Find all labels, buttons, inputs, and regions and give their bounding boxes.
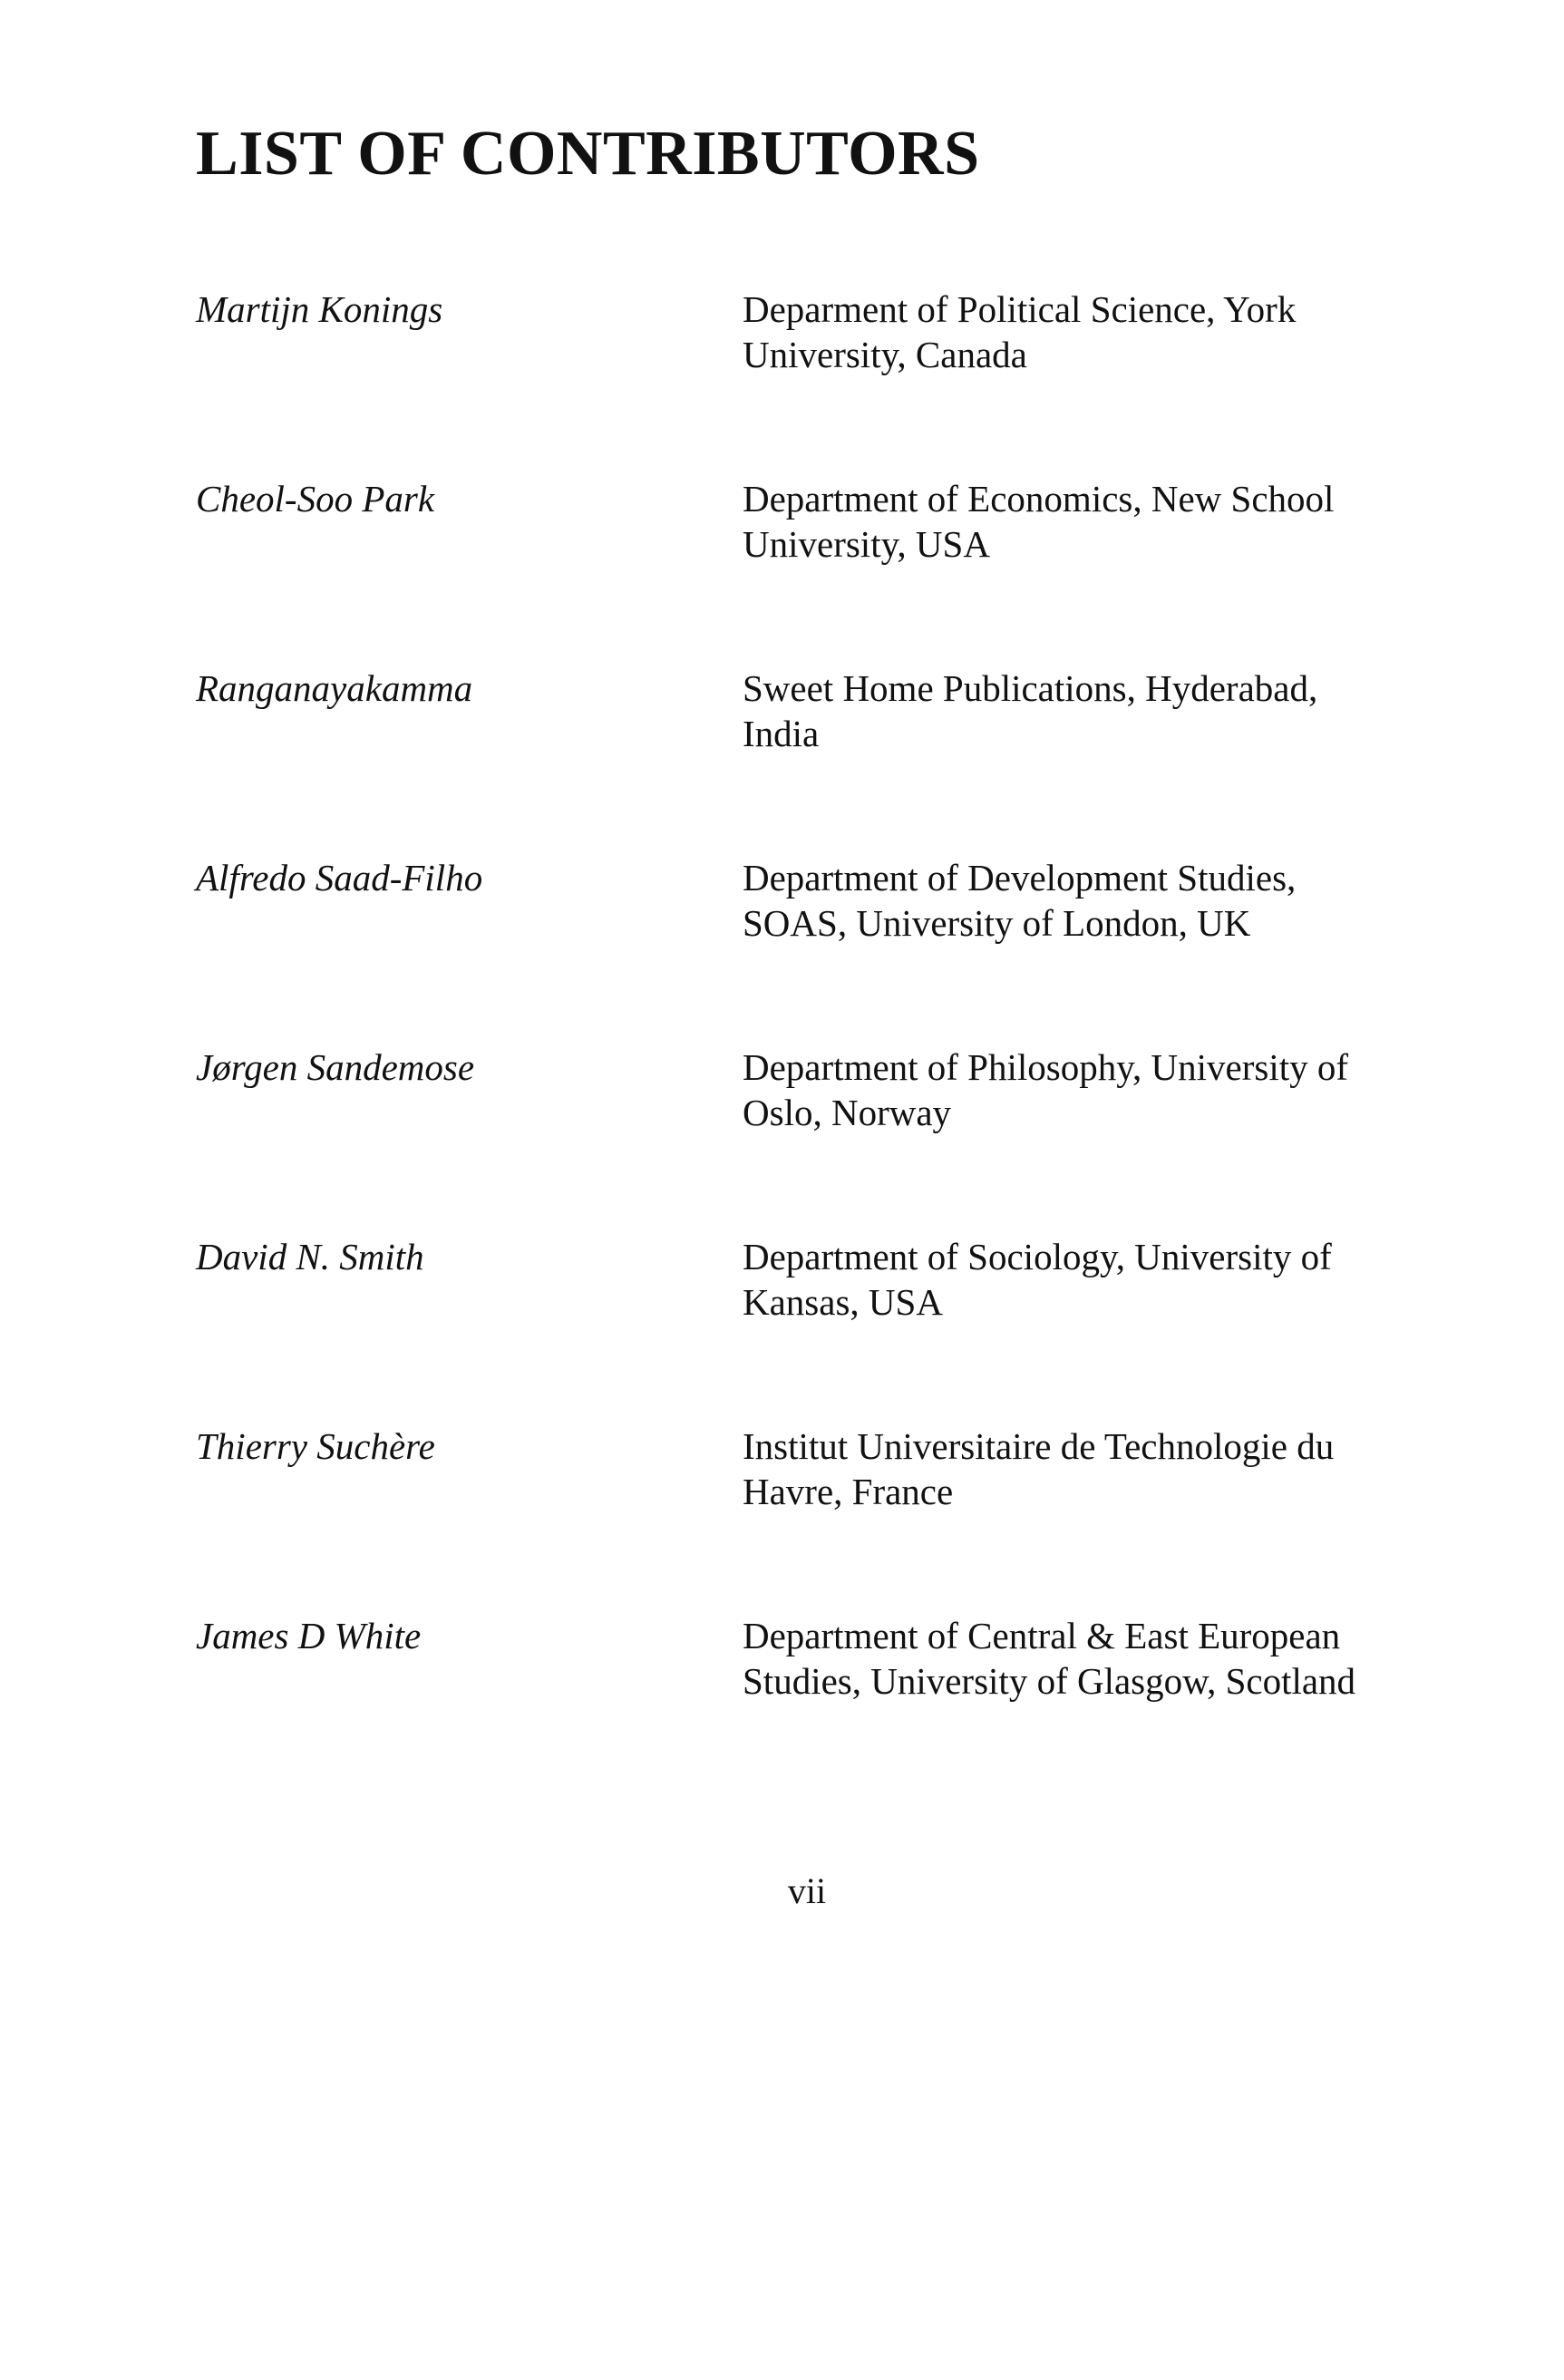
contributor-name: Alfredo Saad-Filho	[196, 857, 483, 899]
affiliation-line: Department of Development Studies,	[743, 857, 1297, 899]
affiliation-line: Deparment of Political Science, York	[743, 288, 1297, 330]
contributor-name: Cheol-Soo Park	[196, 478, 435, 520]
contributor-list	[196, 287, 1402, 1802]
affiliation-line: Oslo, Norway	[743, 1092, 952, 1133]
affiliation-line: Sweet Home Publications, Hyderabad,	[743, 667, 1318, 709]
contributor-name: David N. Smith	[196, 1236, 424, 1277]
contributor-entry	[196, 476, 1402, 665]
affiliation-line: Kansas, USA	[743, 1281, 943, 1323]
contributor-affiliation	[743, 287, 1413, 377]
affiliation-line: University, Canada	[743, 334, 1027, 375]
affiliation-line: India	[743, 713, 820, 754]
affiliation-line: Studies, University of Glasgow, Scotland	[743, 1660, 1356, 1702]
affiliation-line: Havre, France	[743, 1471, 954, 1512]
contributor-affiliation	[743, 1044, 1413, 1135]
contributor-affiliation	[743, 665, 1413, 756]
contributor-entry	[196, 1234, 1402, 1423]
contributor-name: Ranganayakamma	[196, 667, 473, 709]
affiliation-line: Department of Sociology, University of	[743, 1236, 1332, 1277]
contributor-entry	[196, 1044, 1402, 1234]
page-title: LIST OF CONTRIBUTORS	[196, 119, 980, 189]
contributor-name: Thierry Suchère	[196, 1425, 435, 1467]
contributor-affiliation	[743, 1613, 1413, 1704]
contributor-affiliation	[743, 855, 1413, 946]
contributor-entry	[196, 287, 1402, 476]
affiliation-line: Department of Philosophy, University of	[743, 1046, 1349, 1088]
affiliation-line: SOAS, University of London, UK	[743, 902, 1251, 944]
contributor-name: Martijn Konings	[196, 288, 443, 330]
page-number: vii	[787, 1870, 827, 1911]
contributor-entry	[196, 855, 1402, 1044]
contributor-affiliation	[743, 1234, 1413, 1325]
affiliation-line: Department of Central & East European	[743, 1615, 1341, 1656]
affiliation-line: Institut Universitaire de Technologie du	[743, 1425, 1335, 1467]
contributor-entry	[196, 665, 1402, 855]
contributor-name: Jørgen Sandemose	[196, 1046, 475, 1088]
contributor-affiliation	[743, 476, 1413, 567]
affiliation-line: University, USA	[743, 523, 990, 565]
contributor-entry	[196, 1613, 1402, 1802]
contributor-affiliation	[743, 1423, 1413, 1514]
contributor-name: James D White	[196, 1615, 422, 1656]
contributor-entry	[196, 1423, 1402, 1613]
affiliation-line: Department of Economics, New School	[743, 478, 1335, 520]
